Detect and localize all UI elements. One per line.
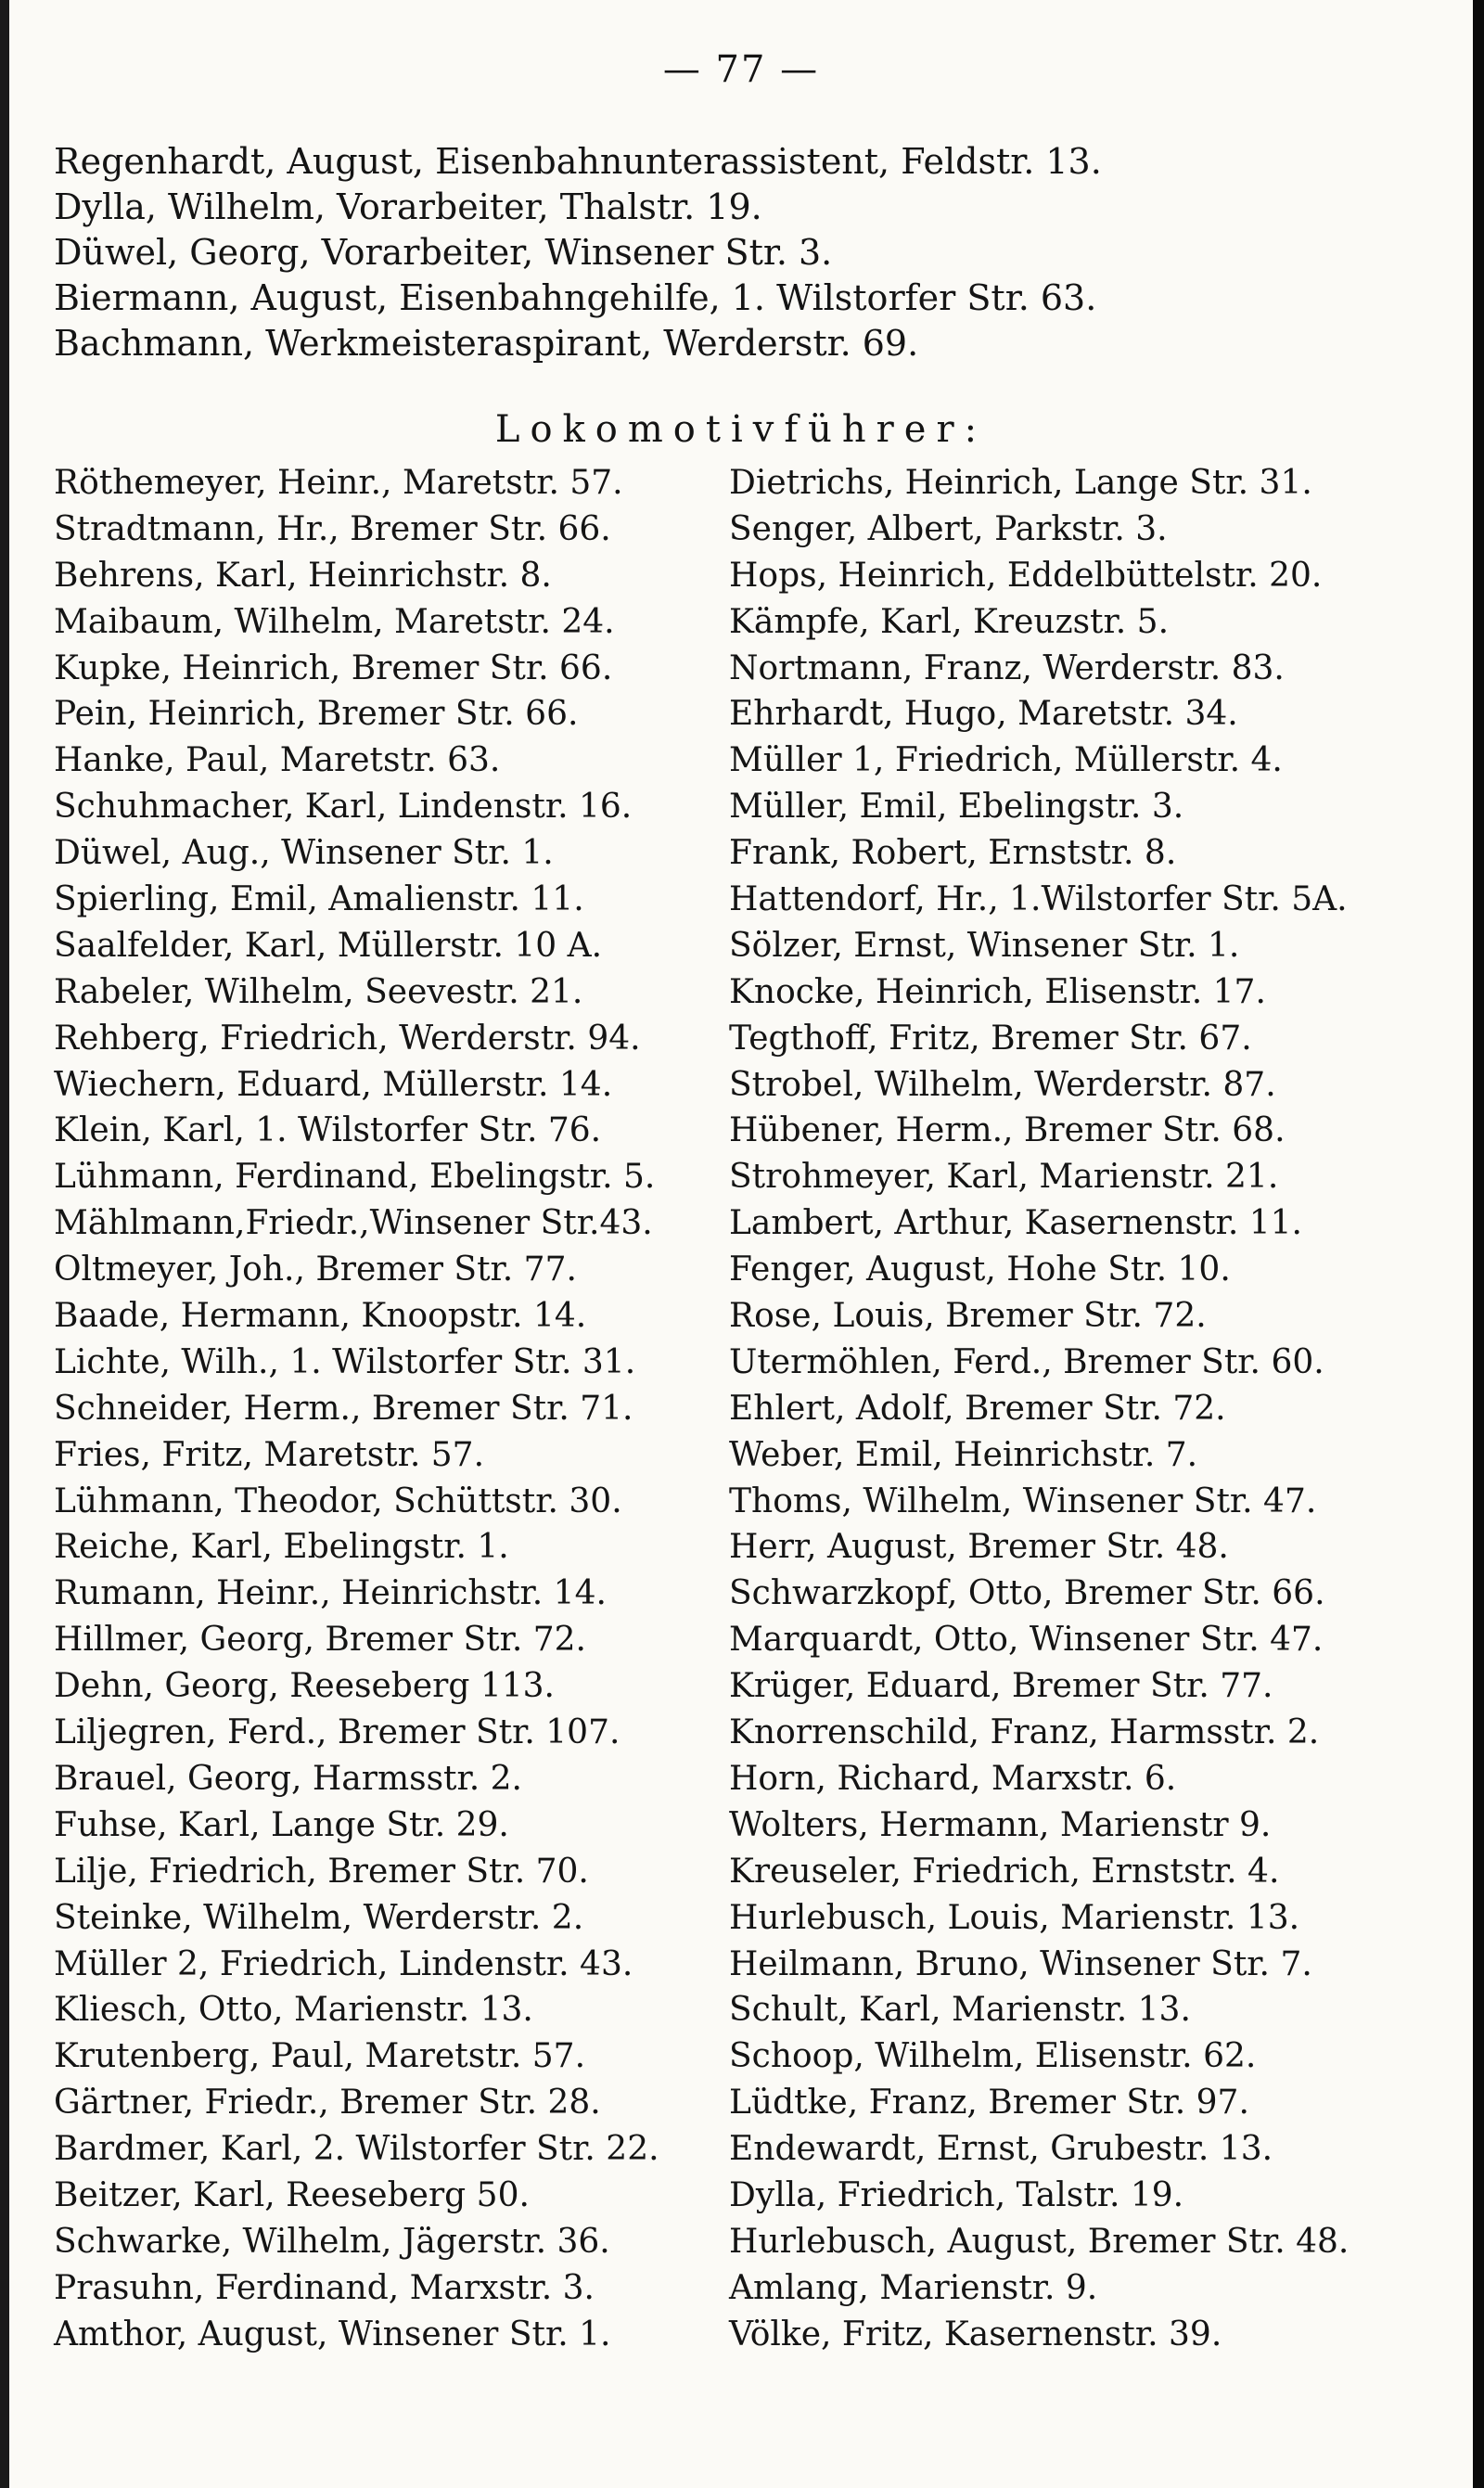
entry-row <box>9 1200 1473 1247</box>
entry-right: Heilmann, Bruno, Winsener Str. 7. <box>729 1944 1312 1983</box>
entry-right: Endewardt, Ernst, Grubestr. 13. <box>729 2130 1273 2169</box>
entry-right: Krüger, Eduard, Bremer Str. 77. <box>729 1667 1273 1706</box>
entry-right: Marquardt, Otto, Winsener Str. 47. <box>729 1621 1324 1660</box>
entry-left: Prasuhn, Ferdinand, Marxstr. 3. <box>54 2268 595 2307</box>
entry-right: Ehrhardt, Hugo, Maretstr. 34. <box>729 695 1238 734</box>
page-edge-shadow <box>0 0 9 2488</box>
entry-right: Strohmeyer, Karl, Marienstr. 21. <box>729 1158 1279 1197</box>
entry-row <box>9 507 1473 553</box>
entry-left: Schneider, Herm., Bremer Str. 71. <box>54 1389 633 1428</box>
entry-row <box>9 737 1473 784</box>
entry-row <box>9 1617 1473 1663</box>
entry-right: Thoms, Wilhelm, Winsener Str. 47. <box>729 1481 1317 1520</box>
entry-left: Pein, Heinrich, Bremer Str. 66. <box>54 695 579 734</box>
entry-left: Krutenberg, Paul, Maretstr. 57. <box>54 2037 586 2076</box>
entry-right: Sölzer, Ernst, Winsener Str. 1. <box>729 926 1240 965</box>
entry-right: Hattendorf, Hr., 1.Wilstorfer Str. 5A. <box>729 880 1348 919</box>
entry-left: Spierling, Emil, Amalienstr. 11. <box>54 880 584 919</box>
entry-left: Rabeler, Wilhelm, Seevestr. 21. <box>54 972 583 1011</box>
entry-row <box>9 599 1473 646</box>
entry-right: Völke, Fritz, Kasernenstr. 39. <box>729 2315 1222 2353</box>
entry-right: Dylla, Friedrich, Talstr. 19. <box>729 2175 1184 2214</box>
entry-left: Röthemeyer, Heinr., Maretstr. 57. <box>54 464 623 502</box>
entry-row <box>9 784 1473 830</box>
entry-row <box>9 877 1473 923</box>
entry-row <box>9 969 1473 1016</box>
entry-left: Kupke, Heinrich, Bremer Str. 66. <box>54 648 613 687</box>
entry-row <box>9 2312 1473 2358</box>
directory-entries <box>9 460 1473 2358</box>
entry-row <box>9 460 1473 507</box>
entry-row <box>9 2265 1473 2312</box>
entry-right: Müller 1, Friedrich, Müllerstr. 4. <box>729 741 1283 780</box>
entry-left: Brauel, Georg, Harmsstr. 2. <box>54 1759 523 1798</box>
entry-right: Rose, Louis, Bremer Str. 72. <box>729 1297 1207 1336</box>
entry-row <box>9 1942 1473 1988</box>
entry-right: Schoop, Wilhelm, Elisenstr. 62. <box>729 2037 1257 2076</box>
entry-right: Horn, Richard, Marxstr. 6. <box>729 1759 1177 1798</box>
entry-left: Lichte, Wilh., 1. Wilstorfer Str. 31. <box>54 1342 636 1381</box>
intro-list <box>54 139 1445 366</box>
entry-right: Kreuseler, Friedrich, Ernststr. 4. <box>729 1852 1280 1891</box>
entry-row <box>9 1247 1473 1293</box>
entry-left: Beitzer, Karl, Reeseberg 50. <box>54 2175 530 2214</box>
entry-right: Hübener, Herm., Bremer Str. 68. <box>729 1111 1286 1150</box>
entry-left: Rumann, Heinr., Heinrichstr. 14. <box>54 1574 607 1613</box>
section-heading: Lokomotivführer: <box>494 408 988 451</box>
entry-row <box>9 1062 1473 1109</box>
entry-right: Knocke, Heinrich, Elisenstr. 17. <box>729 972 1266 1011</box>
entry-left: Amthor, August, Winsener Str. 1. <box>54 2315 611 2353</box>
entry-left: Lilje, Friedrich, Bremer Str. 70. <box>54 1852 589 1891</box>
intro-entry: Biermann, August, Eisenbahngehilfe, 1. Wilstorfer Str. 63. <box>54 277 1097 318</box>
entry-left: Lühmann, Ferdinand, Ebelingstr. 5. <box>54 1158 656 1197</box>
entry-right: Hurlebusch, Louis, Marienstr. 13. <box>729 1898 1300 1937</box>
entry-right: Fenger, August, Hohe Str. 10. <box>729 1250 1231 1289</box>
entry-left: Liljegren, Ferd., Bremer Str. 107. <box>54 1713 620 1752</box>
entry-right: Lüdtke, Franz, Bremer Str. 97. <box>729 2084 1249 2122</box>
entry-right: Müller, Emil, Ebelingstr. 3. <box>729 788 1184 827</box>
entry-left: Bardmer, Karl, 2. Wilstorfer Str. 22. <box>54 2130 659 2169</box>
entry-right: Knorrenschild, Franz, Harmsstr. 2. <box>729 1713 1320 1752</box>
entry-right: Herr, August, Bremer Str. 48. <box>729 1528 1229 1567</box>
entry-right: Nortmann, Franz, Werderstr. 83. <box>729 648 1285 687</box>
entry-left: Baade, Hermann, Knoopstr. 14. <box>54 1297 587 1336</box>
entry-left: Gärtner, Friedr., Bremer Str. 28. <box>54 2084 601 2122</box>
entry-left: Reiche, Karl, Ebelingstr. 1. <box>54 1528 509 1567</box>
entry-right: Amlang, Marienstr. 9. <box>729 2268 1098 2307</box>
entry-row <box>9 691 1473 737</box>
page-number: — 77 — <box>662 48 820 91</box>
entry-right: Lambert, Arthur, Kasernenstr. 11. <box>729 1204 1302 1243</box>
entry-left: Fries, Fritz, Maretstr. 57. <box>54 1435 485 1474</box>
entry-row <box>9 2080 1473 2126</box>
entry-left: Müller 2, Friedrich, Lindenstr. 43. <box>54 1944 633 1983</box>
intro-entry: Bachmann, Werkmeisteraspirant, Werderstr. 69. <box>54 323 919 364</box>
entry-left: Hanke, Paul, Maretstr. 63. <box>54 741 501 780</box>
entry-left: Mählmann,Friedr.,Winsener Str.43. <box>54 1204 653 1243</box>
entry-right: Schwarzkopf, Otto, Bremer Str. 66. <box>729 1574 1325 1613</box>
entry-right: Tegthoff, Fritz, Bremer Str. 67. <box>729 1019 1252 1058</box>
entry-left: Oltmeyer, Joh., Bremer Str. 77. <box>54 1250 577 1289</box>
entry-right: Hurlebusch, August, Bremer Str. 48. <box>729 2222 1350 2261</box>
entry-right: Schult, Karl, Marienstr. 13. <box>729 1991 1191 2030</box>
entry-row <box>9 1108 1473 1154</box>
entry-row <box>9 1432 1473 1479</box>
entry-right: Ehlert, Adolf, Bremer Str. 72. <box>729 1389 1226 1428</box>
entry-row <box>9 2033 1473 2080</box>
entry-left: Wiechern, Eduard, Müllerstr. 14. <box>54 1065 613 1104</box>
entry-right: Frank, Robert, Ernststr. 8. <box>729 834 1177 873</box>
entry-right: Weber, Emil, Heinrichstr. 7. <box>729 1435 1198 1474</box>
entry-right: Utermöhlen, Ferd., Bremer Str. 60. <box>729 1342 1324 1381</box>
entry-row <box>9 1663 1473 1710</box>
entry-left: Kliesch, Otto, Marienstr. 13. <box>54 1991 533 2030</box>
entry-left: Klein, Karl, 1. Wilstorfer Str. 76. <box>54 1111 602 1150</box>
entry-left: Schuhmacher, Karl, Lindenstr. 16. <box>54 788 633 827</box>
entry-row <box>9 1571 1473 1617</box>
entry-left: Behrens, Karl, Heinrichstr. 8. <box>54 556 552 595</box>
entry-row <box>9 1479 1473 1525</box>
entry-row <box>9 1849 1473 1895</box>
entry-right: Strobel, Wilhelm, Werderstr. 87. <box>729 1065 1276 1104</box>
entry-right: Senger, Albert, Parkstr. 3. <box>729 509 1168 548</box>
entry-left: Düwel, Aug., Winsener Str. 1. <box>54 834 554 873</box>
intro-entry: Düwel, Georg, Vorarbeiter, Winsener Str. 3. <box>54 232 833 273</box>
entry-row <box>9 2126 1473 2173</box>
entry-row <box>9 1756 1473 1802</box>
entry-row <box>9 1154 1473 1200</box>
entry-row <box>9 646 1473 692</box>
entry-left: Rehberg, Friedrich, Werderstr. 94. <box>54 1019 641 1058</box>
entry-left: Maibaum, Wilhelm, Maretstr. 24. <box>54 602 615 641</box>
entry-left: Hillmer, Georg, Bremer Str. 72. <box>54 1621 586 1660</box>
intro-entry: Dylla, Wilhelm, Vorarbeiter, Thalstr. 19. <box>54 186 762 227</box>
entry-row <box>9 923 1473 969</box>
entry-row <box>9 1802 1473 1849</box>
entry-row <box>9 1524 1473 1571</box>
entry-right: Hops, Heinrich, Eddelbüttelstr. 20. <box>729 556 1323 595</box>
entry-right: Wolters, Hermann, Marienstr 9. <box>729 1805 1272 1844</box>
entry-row <box>9 1710 1473 1756</box>
entry-row <box>9 2173 1473 2219</box>
entry-left: Fuhse, Karl, Lange Str. 29. <box>54 1805 509 1844</box>
entry-right: Kämpfe, Karl, Kreuzstr. 5. <box>729 602 1170 641</box>
entry-row <box>9 1987 1473 2033</box>
entry-left: Steinke, Wilhelm, Werderstr. 2. <box>54 1898 584 1937</box>
entry-left: Lühmann, Theodor, Schüttstr. 30. <box>54 1481 622 1520</box>
entry-right: Dietrichs, Heinrich, Lange Str. 31. <box>729 464 1312 502</box>
entry-left: Stradtmann, Hr., Bremer Str. 66. <box>54 509 611 548</box>
entry-left: Dehn, Georg, Reeseberg 113. <box>54 1667 555 1706</box>
entry-row <box>9 1340 1473 1386</box>
entry-row <box>9 1016 1473 1062</box>
entry-row <box>9 1386 1473 1432</box>
entry-row <box>9 553 1473 599</box>
entry-row <box>9 2219 1473 2265</box>
document-page <box>9 0 1473 2488</box>
entry-left: Saalfelder, Karl, Müllerstr. 10 A. <box>54 926 603 965</box>
entry-row <box>9 1895 1473 1942</box>
intro-entry: Regenhardt, August, Eisenbahnunterassistent, Feldstr. 13. <box>54 141 1102 182</box>
entry-left: Schwarke, Wilhelm, Jägerstr. 36. <box>54 2222 610 2261</box>
entry-row <box>9 830 1473 877</box>
entry-row <box>9 1293 1473 1340</box>
